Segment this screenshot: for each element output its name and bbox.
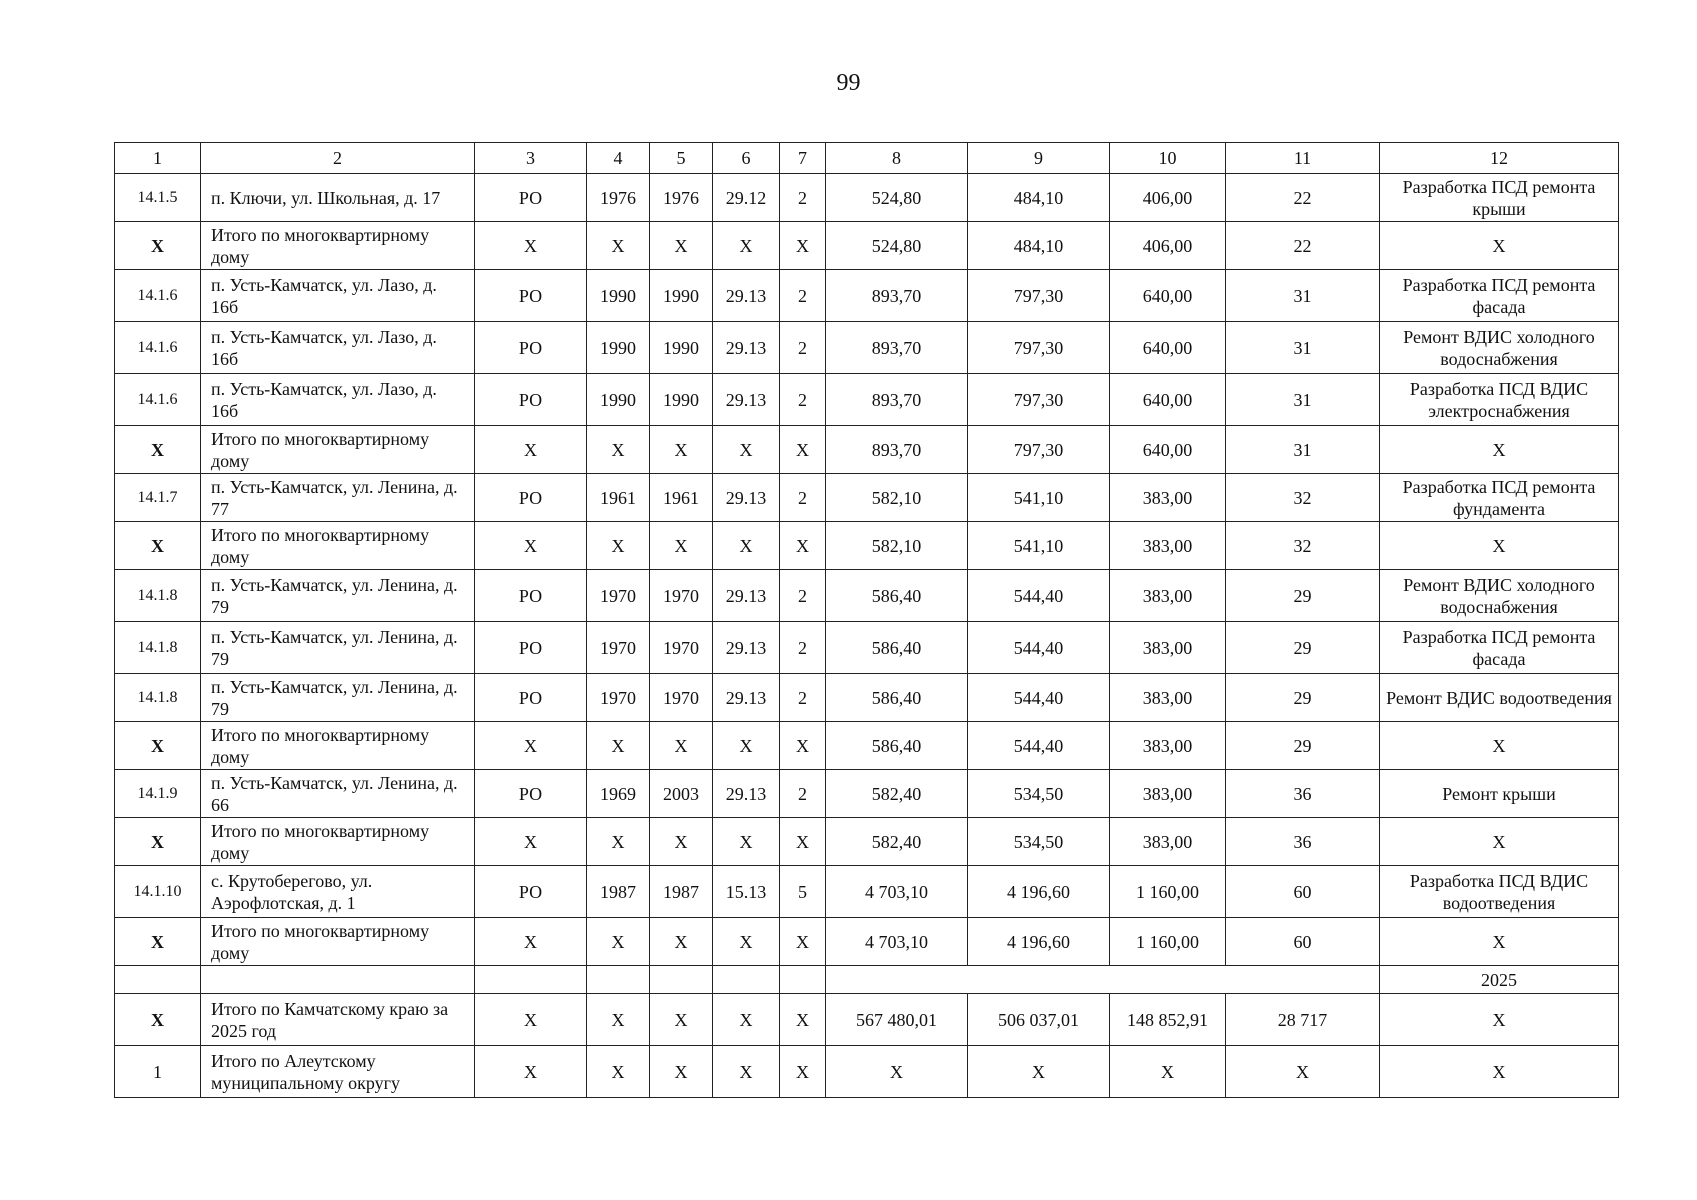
table-cell: п. Усть-Камчатск, ул. Ленина, д. 66 (201, 770, 475, 818)
table-cell: 797,30 (968, 270, 1110, 322)
table-cell: 2003 (650, 770, 713, 818)
table-cell: 1987 (650, 866, 713, 918)
column-header: 4 (587, 143, 650, 174)
table-cell: РО (475, 622, 587, 674)
table-cell: Х (587, 918, 650, 966)
table-cell: 29.13 (713, 674, 780, 722)
table-cell: Х (475, 994, 587, 1046)
table-cell: 4 703,10 (826, 866, 968, 918)
empty-cell (587, 966, 650, 994)
table-cell: Х (1226, 1046, 1380, 1098)
table-cell: Х (650, 818, 713, 866)
table-cell: 1990 (587, 374, 650, 426)
column-header: 7 (780, 143, 826, 174)
table-cell: 1970 (650, 570, 713, 622)
table-cell: Х (587, 994, 650, 1046)
table-cell: 14.1.7 (115, 474, 201, 522)
table-cell: Х (968, 1046, 1110, 1098)
table-cell: 1976 (587, 174, 650, 222)
table-cell: 1 160,00 (1110, 918, 1226, 966)
table-cell: 534,50 (968, 818, 1110, 866)
table-cell: Х (650, 222, 713, 270)
table-cell: 383,00 (1110, 570, 1226, 622)
empty-cell (475, 966, 587, 994)
header-row (115, 143, 1619, 174)
table-cell: 4 196,60 (968, 918, 1110, 966)
table-cell: Итого по многоквартирному дому (201, 818, 475, 866)
table-cell: 1990 (650, 270, 713, 322)
year-row (115, 966, 1619, 994)
table-cell: 2 (780, 374, 826, 426)
table-cell: Ремонт ВДИС водоотведения (1380, 674, 1619, 722)
table-cell: Х (1380, 222, 1619, 270)
table-cell: РО (475, 866, 587, 918)
table-cell: 383,00 (1110, 674, 1226, 722)
column-header: 6 (713, 143, 780, 174)
column-header: 2 (201, 143, 475, 174)
table-cell: 1970 (587, 674, 650, 722)
table-cell: 2 (780, 322, 826, 374)
table-cell: 14.1.6 (115, 374, 201, 426)
table-cell: 148 852,91 (1110, 994, 1226, 1046)
table-cell: Х (475, 1046, 587, 1098)
table-cell: Х (587, 222, 650, 270)
empty-cell (650, 966, 713, 994)
table-cell: 544,40 (968, 722, 1110, 770)
table-cell: 29.13 (713, 570, 780, 622)
table-cell: Х (115, 426, 201, 474)
column-header: 10 (1110, 143, 1226, 174)
empty-cell (826, 966, 1380, 994)
table-cell: Итого по многоквартирному дому (201, 918, 475, 966)
table-cell: 29 (1226, 622, 1380, 674)
table-cell: 14.1.8 (115, 570, 201, 622)
table-cell: 582,40 (826, 770, 968, 818)
table-cell: 2 (780, 570, 826, 622)
table-cell: 406,00 (1110, 222, 1226, 270)
table-row (115, 622, 1619, 674)
table-cell: Х (587, 426, 650, 474)
table-cell: Разработка ПСД ВДИС электроснабжения (1380, 374, 1619, 426)
table-cell: 2 (780, 174, 826, 222)
table-cell: 14.1.6 (115, 270, 201, 322)
table-cell: Разработка ПСД ВДИС водоотведения (1380, 866, 1619, 918)
table-cell: 31 (1226, 270, 1380, 322)
total-row (115, 994, 1619, 1046)
table-cell: 36 (1226, 770, 1380, 818)
total-row (115, 222, 1619, 270)
table-cell: 406,00 (1110, 174, 1226, 222)
total-row (115, 918, 1619, 966)
table-cell: 586,40 (826, 722, 968, 770)
table-cell: РО (475, 322, 587, 374)
table-cell: 31 (1226, 374, 1380, 426)
table-cell: 29 (1226, 722, 1380, 770)
table-cell: п. Усть-Камчатск, ул. Лазо, д. 16б (201, 270, 475, 322)
table-cell: Х (587, 522, 650, 570)
empty-cell (201, 966, 475, 994)
table-cell: 15.13 (713, 866, 780, 918)
table-cell: 14.1.8 (115, 674, 201, 722)
table-cell: Ремонт ВДИС холодного водоснабжения (1380, 570, 1619, 622)
table-cell: 582,40 (826, 818, 968, 866)
table-cell: 893,70 (826, 270, 968, 322)
table-cell: Х (1380, 1046, 1619, 1098)
table-cell: 32 (1226, 522, 1380, 570)
table-cell: Итого по многоквартирному дому (201, 722, 475, 770)
column-header: 12 (1380, 143, 1619, 174)
table-cell: 1987 (587, 866, 650, 918)
table-cell: Х (780, 818, 826, 866)
table-cell: 32 (1226, 474, 1380, 522)
column-header: 3 (475, 143, 587, 174)
table-cell: 567 480,01 (826, 994, 968, 1046)
table-cell: 541,10 (968, 474, 1110, 522)
table-cell: Х (780, 1046, 826, 1098)
table-cell: 1 (115, 1046, 201, 1098)
table-cell: 1969 (587, 770, 650, 818)
table-cell: Разработка ПСД ремонта фасада (1380, 622, 1619, 674)
table-cell: 2 (780, 474, 826, 522)
table-cell: п. Усть-Камчатск, ул. Ленина, д. 79 (201, 622, 475, 674)
table-cell: Х (475, 722, 587, 770)
table-cell: 14.1.5 (115, 174, 201, 222)
table-cell: Х (780, 918, 826, 966)
table-cell: РО (475, 770, 587, 818)
table-cell: 29 (1226, 570, 1380, 622)
table-cell: 534,50 (968, 770, 1110, 818)
table-cell: Х (713, 426, 780, 474)
table-cell: 2 (780, 622, 826, 674)
table-cell: Х (475, 818, 587, 866)
table-cell: 544,40 (968, 674, 1110, 722)
table-cell: 544,40 (968, 570, 1110, 622)
table-cell: 29.13 (713, 770, 780, 818)
table-cell: 524,80 (826, 174, 968, 222)
table-cell: Х (475, 222, 587, 270)
table-cell: 383,00 (1110, 770, 1226, 818)
table-cell: Ремонт ВДИС холодного водоснабжения (1380, 322, 1619, 374)
table-cell: Х (115, 994, 201, 1046)
table-cell: РО (475, 174, 587, 222)
table-cell: Х (587, 722, 650, 770)
table-cell: Х (1110, 1046, 1226, 1098)
table-cell: Х (115, 818, 201, 866)
table-cell: Х (475, 918, 587, 966)
table-cell: 1970 (587, 570, 650, 622)
district-total-row (115, 1046, 1619, 1098)
table-cell: 1970 (650, 674, 713, 722)
table-cell: п. Усть-Камчатск, ул. Ленина, д. 77 (201, 474, 475, 522)
table-cell: Х (587, 818, 650, 866)
table-cell: Х (780, 994, 826, 1046)
table-cell: Х (115, 522, 201, 570)
table-cell: РО (475, 270, 587, 322)
table-cell: п. Ключи, ул. Школьная, д. 17 (201, 174, 475, 222)
table-cell: 797,30 (968, 426, 1110, 474)
table-cell: 31 (1226, 322, 1380, 374)
table-cell: 14.1.10 (115, 866, 201, 918)
table-cell: п. Усть-Камчатск, ул. Лазо, д. 16б (201, 322, 475, 374)
table-cell: 22 (1226, 174, 1380, 222)
table-row (115, 866, 1619, 918)
table-cell: 31 (1226, 426, 1380, 474)
table-cell: 29.13 (713, 270, 780, 322)
table-row (115, 322, 1619, 374)
table-cell: Итого по многоквартирному дому (201, 222, 475, 270)
table-cell: 29 (1226, 674, 1380, 722)
table-cell: Х (1380, 722, 1619, 770)
table-cell: Х (713, 722, 780, 770)
table-cell: Х (475, 522, 587, 570)
table-cell: 1961 (650, 474, 713, 522)
table-cell: 383,00 (1110, 622, 1226, 674)
table-cell: 28 717 (1226, 994, 1380, 1046)
table-cell: Х (115, 918, 201, 966)
table-cell: Х (650, 918, 713, 966)
table-cell: Разработка ПСД ремонта фасада (1380, 270, 1619, 322)
table-cell: 893,70 (826, 374, 968, 426)
table-cell: Х (826, 1046, 968, 1098)
column-header: 8 (826, 143, 968, 174)
table-cell: РО (475, 570, 587, 622)
table-cell: Х (713, 222, 780, 270)
table-cell: с. Крутоберегово, ул. Аэрофлотская, д. 1 (201, 866, 475, 918)
total-row (115, 818, 1619, 866)
table-cell: Х (713, 994, 780, 1046)
table-cell: Х (650, 1046, 713, 1098)
total-row (115, 522, 1619, 570)
table-row (115, 270, 1619, 322)
page-number: 99 (836, 70, 861, 96)
table-cell: 524,80 (826, 222, 968, 270)
table-cell: 797,30 (968, 322, 1110, 374)
table-cell: 484,10 (968, 222, 1110, 270)
table-cell: Х (1380, 918, 1619, 966)
table-cell: Х (780, 722, 826, 770)
table-cell: Итого по Камчатскому краю за 2025 год (201, 994, 475, 1046)
table-cell: 1961 (587, 474, 650, 522)
table-row (115, 374, 1619, 426)
table-cell: Х (115, 722, 201, 770)
table-cell: 60 (1226, 866, 1380, 918)
table-cell: Х (780, 522, 826, 570)
table-cell: Х (1380, 522, 1619, 570)
table-cell: 5 (780, 866, 826, 918)
table-cell: 1970 (650, 622, 713, 674)
table-cell: 893,70 (826, 322, 968, 374)
table-cell: 14.1.9 (115, 770, 201, 818)
table-cell: п. Усть-Камчатск, ул. Ленина, д. 79 (201, 570, 475, 622)
table-cell: 14.1.8 (115, 622, 201, 674)
table-cell: 36 (1226, 818, 1380, 866)
table-cell: 640,00 (1110, 374, 1226, 426)
table-cell: 1990 (587, 322, 650, 374)
empty-cell (115, 966, 201, 994)
table-cell: Х (713, 818, 780, 866)
table-cell: Х (1380, 994, 1619, 1046)
table-cell: 29.12 (713, 174, 780, 222)
table-cell: 640,00 (1110, 426, 1226, 474)
table-cell: РО (475, 674, 587, 722)
table-cell: Х (475, 426, 587, 474)
table-cell: 60 (1226, 918, 1380, 966)
table-cell: Х (713, 1046, 780, 1098)
table-cell: 586,40 (826, 622, 968, 674)
table-row (115, 474, 1619, 522)
table-cell: 2 (780, 770, 826, 818)
table-row (115, 770, 1619, 818)
empty-cell (780, 966, 826, 994)
table-cell: 1990 (650, 374, 713, 426)
table-row (115, 674, 1619, 722)
year-label: 2025 (1380, 966, 1619, 994)
table-cell: 1990 (587, 270, 650, 322)
table-row (115, 174, 1619, 222)
column-header: 1 (115, 143, 201, 174)
column-header: 11 (1226, 143, 1380, 174)
table-cell: 640,00 (1110, 270, 1226, 322)
table-cell: 1976 (650, 174, 713, 222)
table-cell: РО (475, 374, 587, 426)
table-cell: РО (475, 474, 587, 522)
table-cell: 4 196,60 (968, 866, 1110, 918)
table-cell: 640,00 (1110, 322, 1226, 374)
table-cell: Х (650, 426, 713, 474)
table-cell: Ремонт крыши (1380, 770, 1619, 818)
table-cell: Х (713, 918, 780, 966)
repair-program-table (114, 142, 1619, 1098)
table-cell: 586,40 (826, 570, 968, 622)
table-cell: 2 (780, 674, 826, 722)
column-header: 5 (650, 143, 713, 174)
table-cell: Х (1380, 818, 1619, 866)
table-cell: 1970 (587, 622, 650, 674)
column-header: 9 (968, 143, 1110, 174)
table-cell: 1990 (650, 322, 713, 374)
table-cell: Разработка ПСД ремонта фундамента (1380, 474, 1619, 522)
table-cell: Х (115, 222, 201, 270)
table-cell: 383,00 (1110, 474, 1226, 522)
table-cell: Х (780, 222, 826, 270)
table-cell: Итого по многоквартирному дому (201, 522, 475, 570)
table-cell: п. Усть-Камчатск, ул. Ленина, д. 79 (201, 674, 475, 722)
table-cell: 383,00 (1110, 722, 1226, 770)
table-cell: 383,00 (1110, 818, 1226, 866)
table-cell: Итого по многоквартирному дому (201, 426, 475, 474)
total-row (115, 426, 1619, 474)
table-cell: 544,40 (968, 622, 1110, 674)
table-cell: 582,10 (826, 522, 968, 570)
table-cell: Х (780, 426, 826, 474)
table-cell: 541,10 (968, 522, 1110, 570)
table-cell: Х (587, 1046, 650, 1098)
empty-cell (713, 966, 780, 994)
table-cell: 29.13 (713, 474, 780, 522)
table-row (115, 570, 1619, 622)
table-cell: 4 703,10 (826, 918, 968, 966)
table-cell: 797,30 (968, 374, 1110, 426)
table-cell: 586,40 (826, 674, 968, 722)
table-cell: Х (713, 522, 780, 570)
table-cell: 383,00 (1110, 522, 1226, 570)
table-cell: 2 (780, 270, 826, 322)
table-cell: 506 037,01 (968, 994, 1110, 1046)
table-cell: 582,10 (826, 474, 968, 522)
table-cell: Х (650, 722, 713, 770)
table-cell: 22 (1226, 222, 1380, 270)
table-cell: Итого по Алеутскому муниципальному округу (201, 1046, 475, 1098)
table-cell: 29.13 (713, 322, 780, 374)
table-cell: 14.1.6 (115, 322, 201, 374)
table-cell: 29.13 (713, 622, 780, 674)
table-cell: 1 160,00 (1110, 866, 1226, 918)
table-cell: 484,10 (968, 174, 1110, 222)
total-row (115, 722, 1619, 770)
table-cell: 29.13 (713, 374, 780, 426)
table-cell: п. Усть-Камчатск, ул. Лазо, д. 16б (201, 374, 475, 426)
table-cell: 893,70 (826, 426, 968, 474)
table-cell: Разработка ПСД ремонта крыши (1380, 174, 1619, 222)
table-cell: Х (650, 522, 713, 570)
table-cell: Х (1380, 426, 1619, 474)
table-cell: Х (650, 994, 713, 1046)
